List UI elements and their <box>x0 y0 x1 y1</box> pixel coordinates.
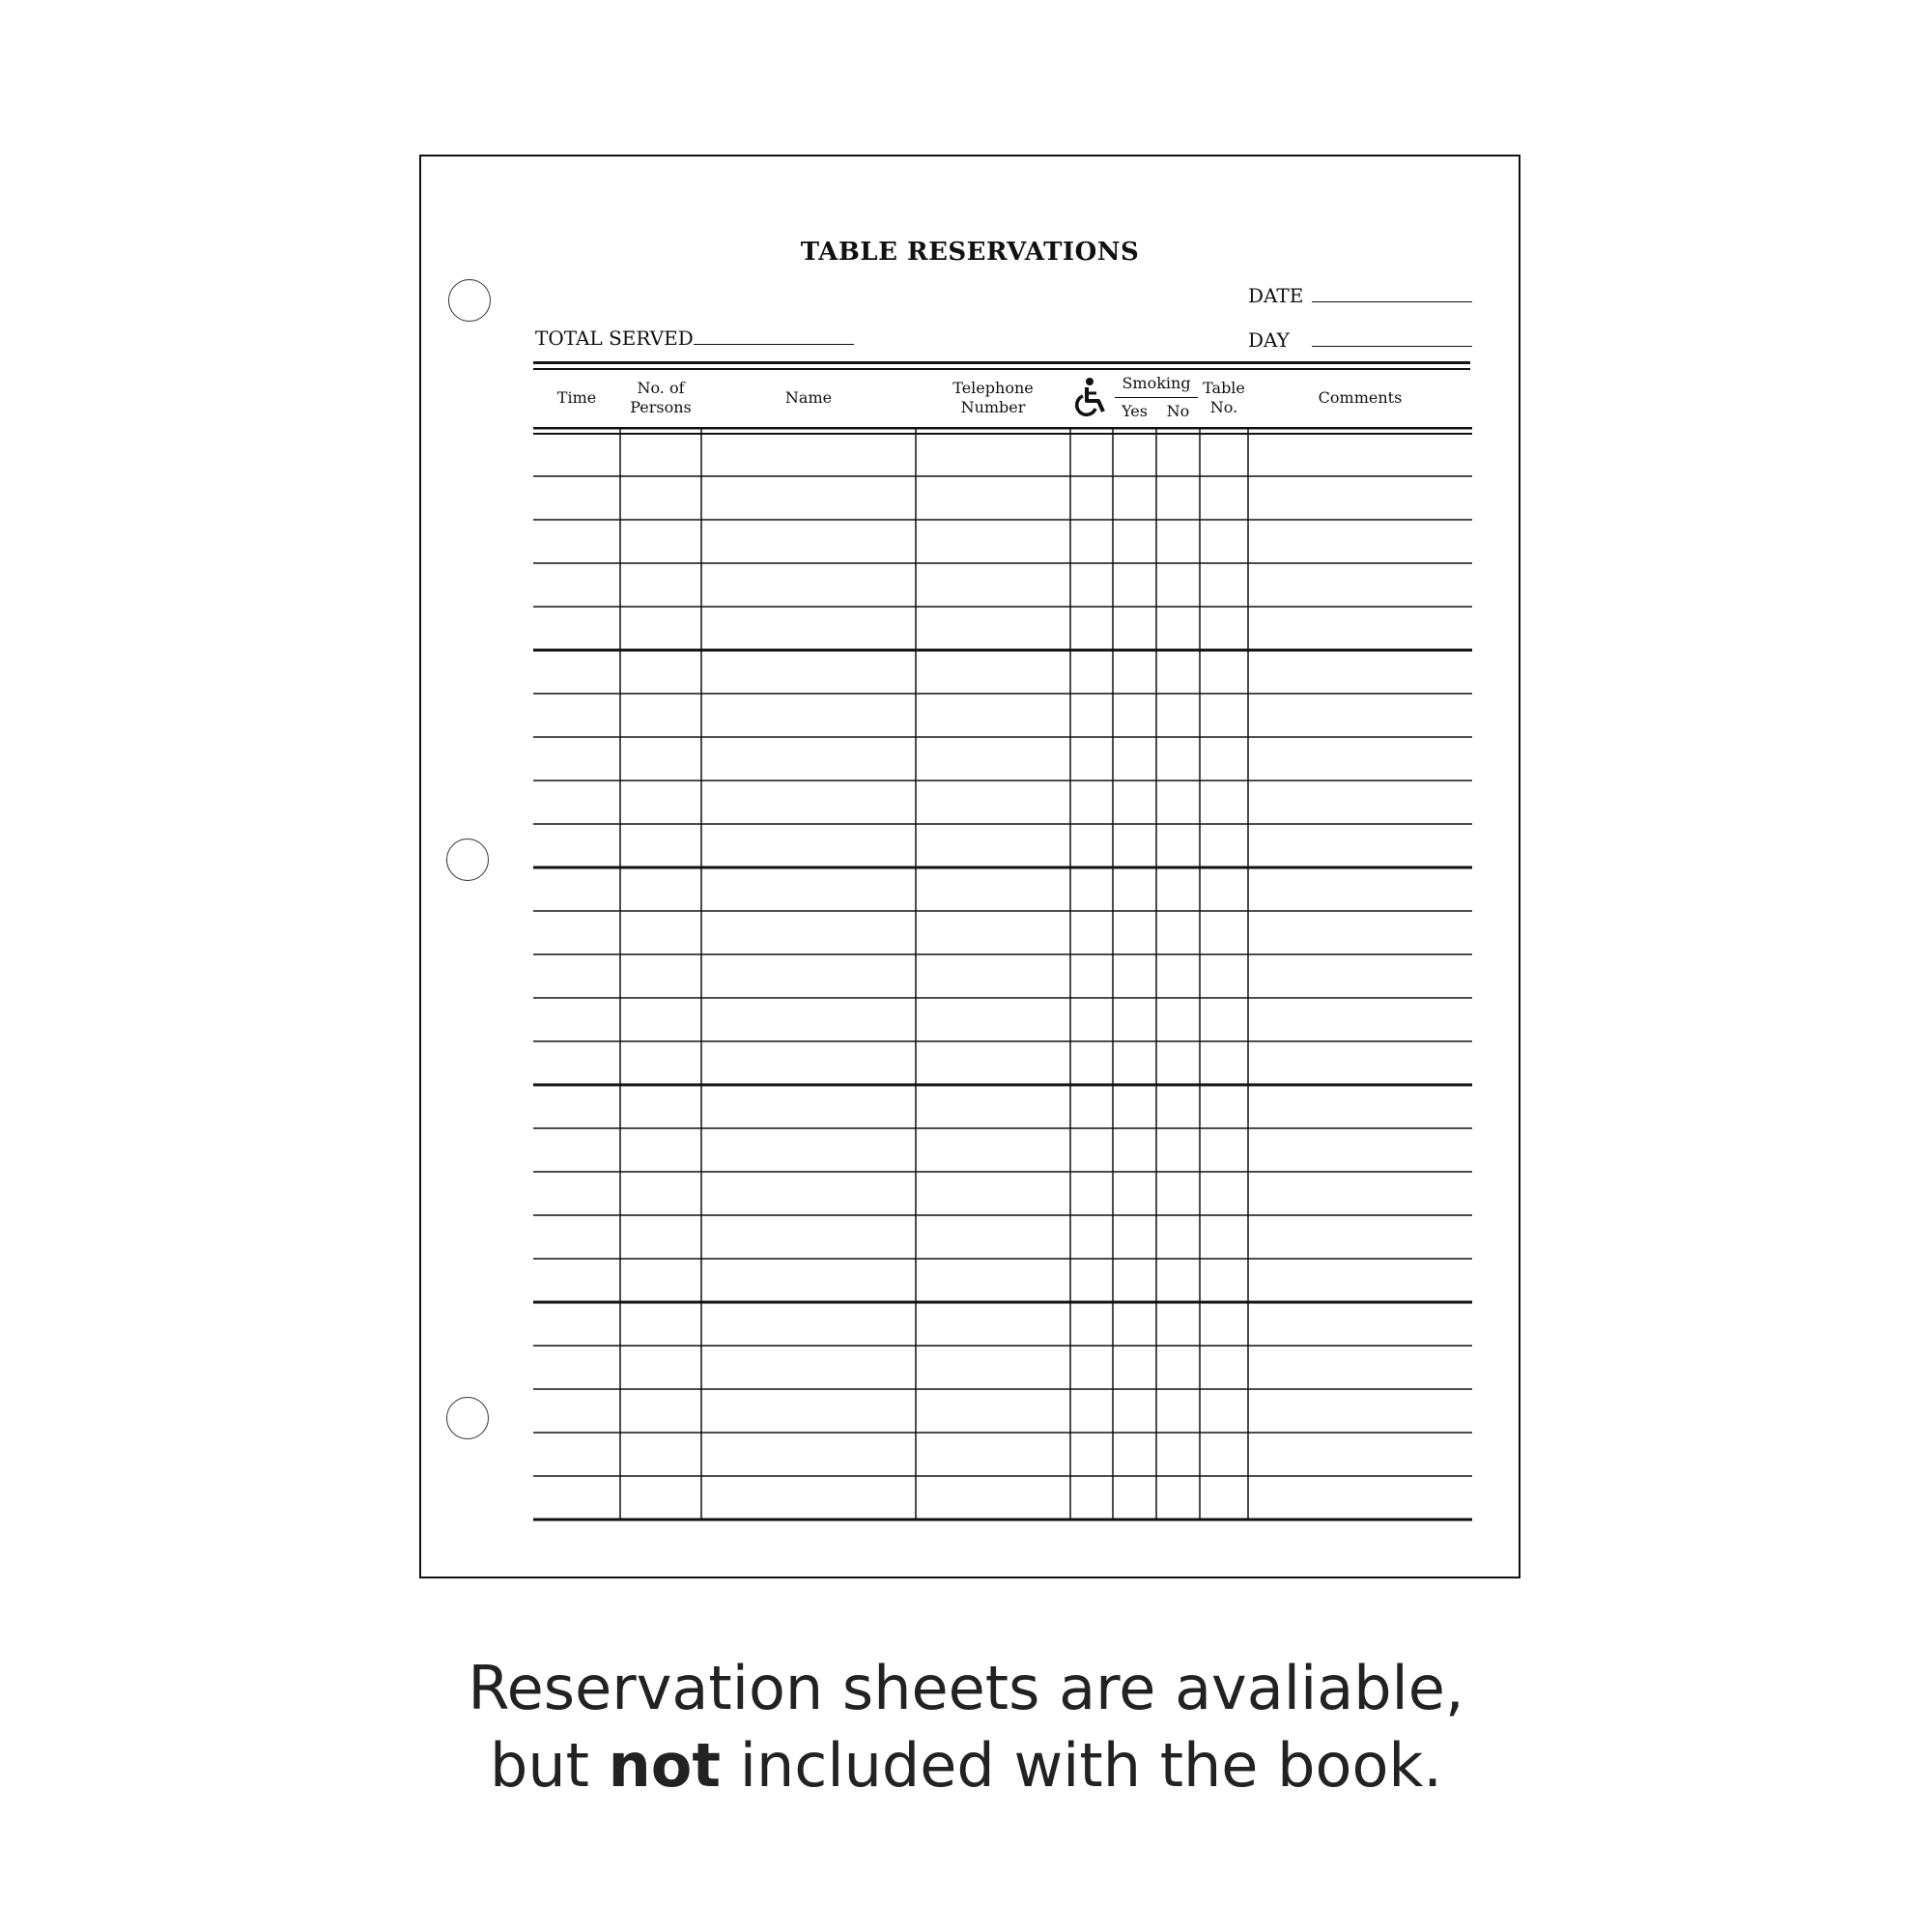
col-header-table-no <box>1200 371 1248 425</box>
table-no-header-line1: Table <box>1203 379 1245 397</box>
caption-line-2 <box>0 1727 1932 1804</box>
col-header-accessible <box>1070 371 1113 425</box>
header-top-rule-2 <box>533 368 1470 370</box>
caption-line-1: Reservation sheets are avaliable, <box>468 1653 1464 1723</box>
reservation-grid <box>533 427 1472 1663</box>
header-top-rule-1 <box>533 361 1470 364</box>
smoking-no-label: No <box>1166 402 1190 420</box>
date-label: DATE <box>1248 284 1304 307</box>
col-header-telephone <box>916 371 1070 425</box>
name-header-label: Name <box>784 388 833 407</box>
time-header-label: Time <box>556 388 597 407</box>
smoking-header-label: Smoking <box>1122 374 1191 392</box>
col-header-name <box>701 371 916 425</box>
caption-line-2-start: but <box>490 1730 609 1801</box>
comments-header-label: Comments <box>1318 388 1403 407</box>
binder-hole-top <box>448 279 491 322</box>
col-header-smoking-yes <box>1113 398 1156 425</box>
persons-header-line1: No. of <box>637 379 685 397</box>
table-no-header-line2: No. <box>1209 398 1238 416</box>
col-header-time <box>533 371 620 425</box>
reservation-sheet <box>419 155 1520 1578</box>
date-field-line <box>1312 301 1472 302</box>
total-served-field-line <box>694 344 854 345</box>
binder-hole-bottom <box>446 1397 489 1439</box>
wheelchair-icon <box>1073 377 1110 419</box>
form-title: TABLE RESERVATIONS <box>800 238 1140 267</box>
caption-emphasis-not: not <box>608 1730 722 1801</box>
day-field-line <box>1312 346 1472 347</box>
telephone-header-line1: Telephone <box>952 379 1034 397</box>
col-header-smoking <box>1113 371 1200 396</box>
col-header-comments <box>1248 371 1472 425</box>
day-label: DAY <box>1248 328 1290 352</box>
caption-line-2-end: included with the book. <box>721 1730 1442 1801</box>
telephone-header-line2: Number <box>960 398 1026 416</box>
smoking-yes-label: Yes <box>1122 402 1148 420</box>
persons-header-line2: Persons <box>630 398 692 416</box>
total-served-label: TOTAL SERVED <box>535 327 694 350</box>
col-header-persons <box>620 371 701 425</box>
col-header-smoking-no <box>1156 398 1200 425</box>
binder-hole-middle <box>446 838 489 881</box>
